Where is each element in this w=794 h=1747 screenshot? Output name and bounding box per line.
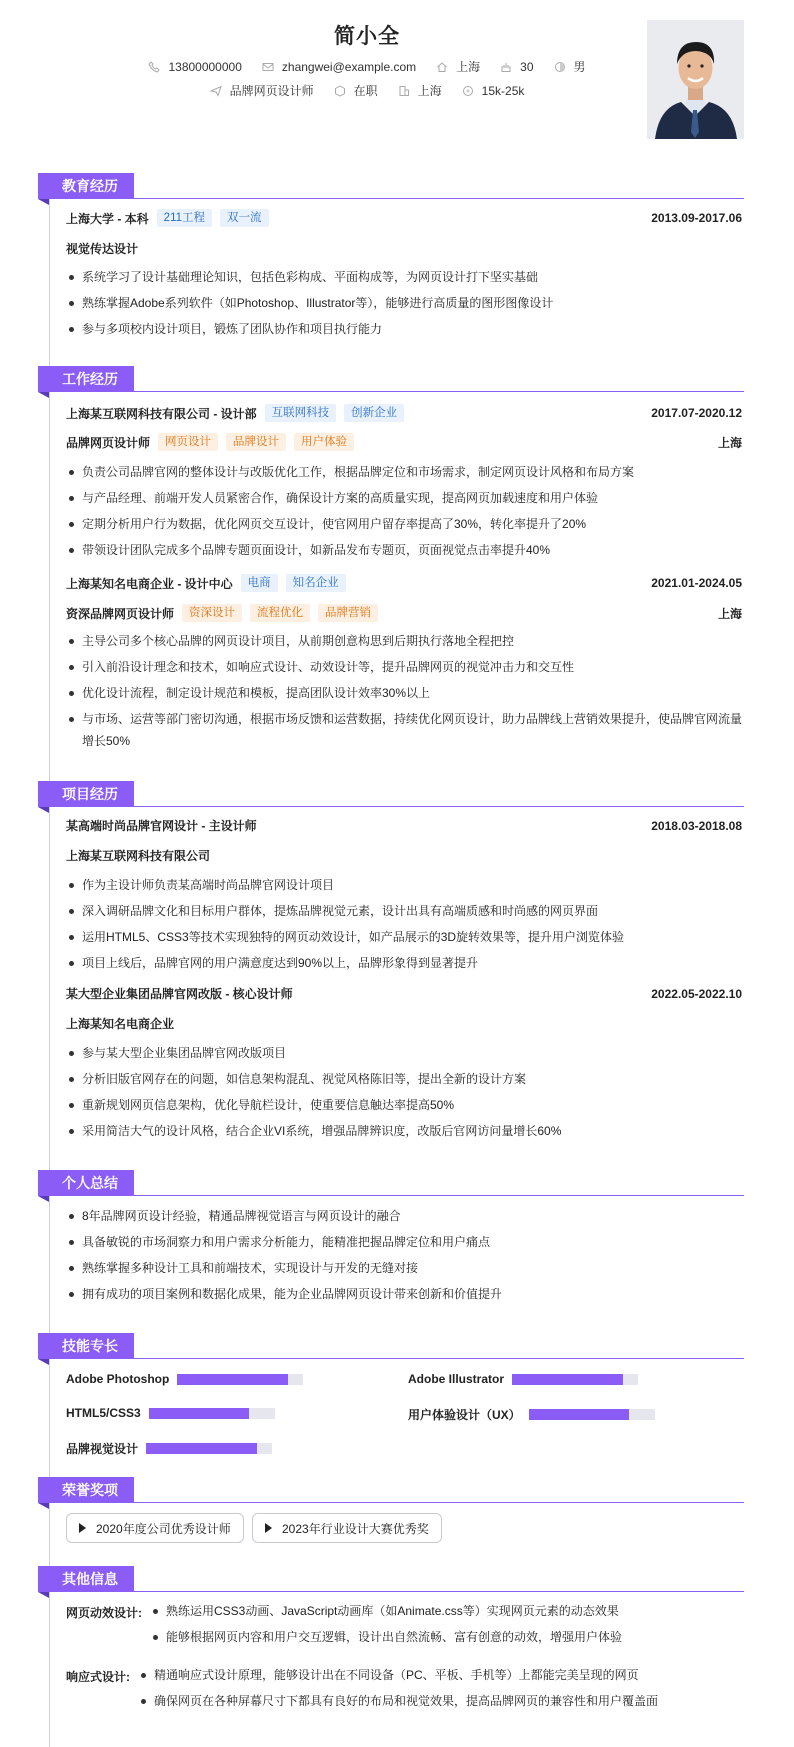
projects-section [38,781,744,807]
award-name: 2020年度公司优秀设计师 [96,1521,231,1536]
skill-name: 用户体验设计（UX） [408,1408,521,1422]
awards-section [38,1477,744,1503]
project-date: 2022.05-2022.10 [651,986,742,1001]
skill-item [408,1406,655,1423]
gender-text: 男 [573,60,586,74]
other-title: 其他信息 [38,1566,134,1592]
skill-bar [512,1374,638,1385]
position-text: 品牌网页设计师 [229,84,314,98]
awards-header [38,1477,744,1503]
hexagon-icon [334,85,346,97]
work-title: 工作经历 [38,366,134,392]
salary-text: 15k-25k [481,83,525,98]
education-title: 教育经历 [38,173,134,199]
company-tag: 创新企业 [344,404,404,422]
job-row [0,82,734,99]
list-item: 系统学习了设计基础理论知识，包括色彩构成、平面构成等，为网页设计打下坚实基础 [66,266,742,288]
work-section [38,366,744,392]
building-icon [398,85,410,97]
award-badge [252,1513,442,1543]
profile-photo [647,20,744,139]
list-item: 熟练运用CSS3动画、JavaScript动画库（如Animate.css等）实现网页元素的动态效果 [150,1600,742,1622]
list-item: 与产品经理、前端开发人员紧密合作，确保设计方案的高质量实现，提高网页加载速度和用户体验 [66,487,742,509]
work-location: 上海 [717,435,742,450]
awards-title: 荣誉奖项 [38,1477,134,1503]
company-name: 上海某知名电商企业 - 设计中心 [66,576,233,591]
work-city-item [398,82,442,99]
list-item: 主导公司多个核心品牌的网页设计项目，从前期创意构思到后期执行落地全程把控 [66,630,742,652]
work-header [38,366,744,392]
role-tag: 用户体验 [294,433,354,451]
status-text: 在职 [353,84,378,98]
cake-icon [500,61,512,73]
list-item: 能够根据网页内容和用户交互逻辑，设计出自然流畅、富有创意的动效，增强用户体验 [150,1626,742,1648]
salary-item [462,84,525,98]
skill-item [66,1440,272,1457]
skill-bar-fill [146,1443,257,1454]
skill-bar-fill [512,1374,623,1385]
list-item: 负责公司品牌官网的整体设计与改版优化工作，根据品牌定位和市场需求，制定网页设计风格和布局方案 [66,461,742,483]
project-title: 某高端时尚品牌官网设计 - 主设计师 [66,819,257,833]
list-item: 熟练掌握多种设计工具和前端技术，实现设计与开发的无缝对接 [66,1257,742,1279]
mail-icon [262,61,274,73]
timeline-line [49,175,50,1747]
play-icon [265,1523,272,1533]
phone-item [148,60,241,74]
list-item: 与市场、运营等部门密切沟通，根据市场反馈和运营数据，持续优化网页设计，助力品牌线上营销效果提升，使品牌官网流量增长50% [66,708,742,752]
company-tag: 互联网科技 [265,404,337,422]
skill-bar [529,1409,655,1420]
school-tag: 双一流 [220,209,269,227]
list-item: 确保网页在各种屏幕尺寸下都具有良好的布局和视觉效果，提高品牌网页的兼容性和用户覆盖面 [138,1690,742,1712]
award-badge [66,1513,244,1543]
project-company-row [66,847,742,864]
section-rule [38,806,744,807]
other-label: 响应式设计: [66,1670,130,1684]
work-entry-header [66,404,742,422]
section-rule [38,1358,744,1359]
projects-header [38,781,744,807]
role-tag: 资深设计 [182,604,242,622]
section-rule [38,1195,744,1196]
list-item: 运用HTML5、CSS3等技术实现独特的网页动效设计，如产品展示的3D旋转效果等，提升用户浏览体验 [66,926,742,948]
skills-title: 技能专长 [38,1333,134,1359]
skill-name: Adobe Photoshop [66,1372,170,1386]
work-city-text: 上海 [417,84,442,98]
list-item: 采用简洁大气的设计风格，结合企业VI系统，增强品牌辨识度，改版后官网访问量增长60% [66,1120,742,1142]
skill-item [66,1406,275,1420]
status-item [334,82,378,99]
candidate-name: 简小全 [334,25,400,48]
school-tag: 211工程 [157,209,212,227]
project-company: 上海某互联网科技有限公司 [66,849,211,863]
awards-content [66,1513,742,1545]
list-item: 参与某大型企业集团品牌官网改版项目 [66,1042,742,1064]
project-company: 上海某知名电商企业 [66,1017,175,1031]
city-text: 上海 [456,60,481,74]
work-date: 2021.01-2024.05 [651,576,742,590]
age-item [500,60,533,74]
skill-name: HTML5/CSS3 [66,1406,141,1420]
phone-icon [148,61,160,73]
list-item: 分析旧版官网存在的问题，如信息架构混乱、视觉风格陈旧等，提出全新的设计方案 [66,1068,742,1090]
role-tag: 网页设计 [158,433,218,451]
list-item: 作为主设计师负责某高端时尚品牌官网设计项目 [66,874,742,896]
list-item: 带领设计团队完成多个品牌专题页面设计，如新品发布专题页，页面视觉点击率提升40% [66,539,742,561]
skill-bar-fill [177,1374,288,1385]
list-item: 8年品牌网页设计经验，精通品牌视觉语言与网页设计的融合 [66,1205,742,1227]
other-label: 网页动效设计: [66,1606,142,1620]
contact-row [0,58,734,75]
list-item: 具备敏锐的市场洞察力和用户需求分析能力，能精准把握品牌定位和用户痛点 [66,1231,742,1253]
other-header [38,1566,744,1592]
role-row [66,604,742,622]
position-item [210,82,314,99]
age-text: 30 [520,59,534,74]
role-tag: 流程优化 [250,604,310,622]
coin-icon [462,85,474,97]
education-header [38,173,744,199]
project-date: 2018.03-2018.08 [651,818,742,833]
skills-section [38,1333,744,1359]
list-item: 项目上线后，品牌官网的用户满意度达到90%以上，品牌形象得到显著提升 [66,952,742,974]
summary-section [38,1170,744,1196]
city-item [436,58,480,75]
role-name: 资深品牌网页设计师 [66,606,175,621]
list-item: 优化设计流程，制定设计规范和模板，提高团队设计效率30%以上 [66,682,742,704]
gender-item [554,58,586,75]
play-icon [79,1523,86,1533]
role-name: 品牌网页设计师 [66,435,151,450]
email-text: zhangwei@example.com [281,59,417,74]
skill-name: Adobe Illustrator [408,1372,505,1386]
list-item: 熟练掌握Adobe系列软件（如Photoshop、Illustrator等），能够进行高质量的图形图像设计 [66,292,742,314]
skill-bar [149,1408,275,1419]
skill-bar-fill [529,1409,630,1420]
skill-item [66,1372,303,1386]
section-rule [38,1502,744,1503]
list-item: 精通响应式设计原理，能够设计出在不同设备（PC、平板、手机等）上都能完美呈现的网页 [138,1664,742,1686]
major-name: 视觉传达设计 [66,242,139,256]
education-date: 2013.09-2017.06 [651,211,742,225]
education-section [38,173,744,199]
gender-icon [554,61,566,73]
project-company-row [66,1015,742,1032]
list-item: 深入调研品牌文化和目标用户群体，提炼品牌视觉元素，设计出具有高端质感和时尚感的网页界面 [66,900,742,922]
skill-bar [177,1374,303,1385]
work-date: 2017.07-2020.12 [651,406,742,420]
other-section [38,1566,744,1592]
role-tag: 品牌设计 [226,433,286,451]
school-name: 上海大学 - 本科 [66,211,149,226]
projects-title: 项目经历 [38,781,134,807]
send-icon [210,85,222,97]
list-item: 重新规划网页信息架构，优化导航栏设计，使重要信息触达率提高50% [66,1094,742,1116]
skill-name: 品牌视觉设计 [66,1442,139,1456]
major-row [66,240,742,257]
award-name: 2023年行业设计大赛优秀奖 [282,1521,429,1536]
summary-header [38,1170,744,1196]
home-icon [436,61,448,73]
education-entry-header [66,209,742,227]
skill-item [408,1372,638,1386]
company-name: 上海某互联网科技有限公司 - 设计部 [66,406,257,421]
list-item: 拥有成功的项目案例和数据化成果，能为企业品牌网页设计带来创新和价值提升 [66,1283,742,1305]
role-tag: 品牌营销 [318,604,378,622]
project-entry-header [66,985,742,1002]
skill-bar [146,1443,272,1454]
company-tag: 知名企业 [286,574,346,592]
summary-title: 个人总结 [38,1170,134,1196]
list-item: 定期分析用户行为数据，优化网页交互设计，使官网用户留存率提高了30%，转化率提升了20% [66,513,742,535]
phone-text: 13800000000 [168,59,242,74]
work-entry-header [66,574,742,592]
role-row [66,433,742,451]
section-rule [38,198,744,199]
project-title: 某大型企业集团品牌官网改版 - 核心设计师 [66,987,293,1001]
skills-header [38,1333,744,1359]
company-tag: 电商 [241,574,278,592]
list-item: 参与多项校内设计项目，锻炼了团队协作和项目执行能力 [66,318,742,340]
skill-bar-fill [149,1408,250,1419]
project-entry-header [66,817,742,834]
section-rule [38,391,744,392]
email-item [262,60,416,74]
work-location: 上海 [717,606,742,621]
list-item: 引入前沿设计理念和技术，如响应式设计、动效设计等，提升品牌网页的视觉冲击力和交互性 [66,656,742,678]
section-rule [38,1591,744,1592]
